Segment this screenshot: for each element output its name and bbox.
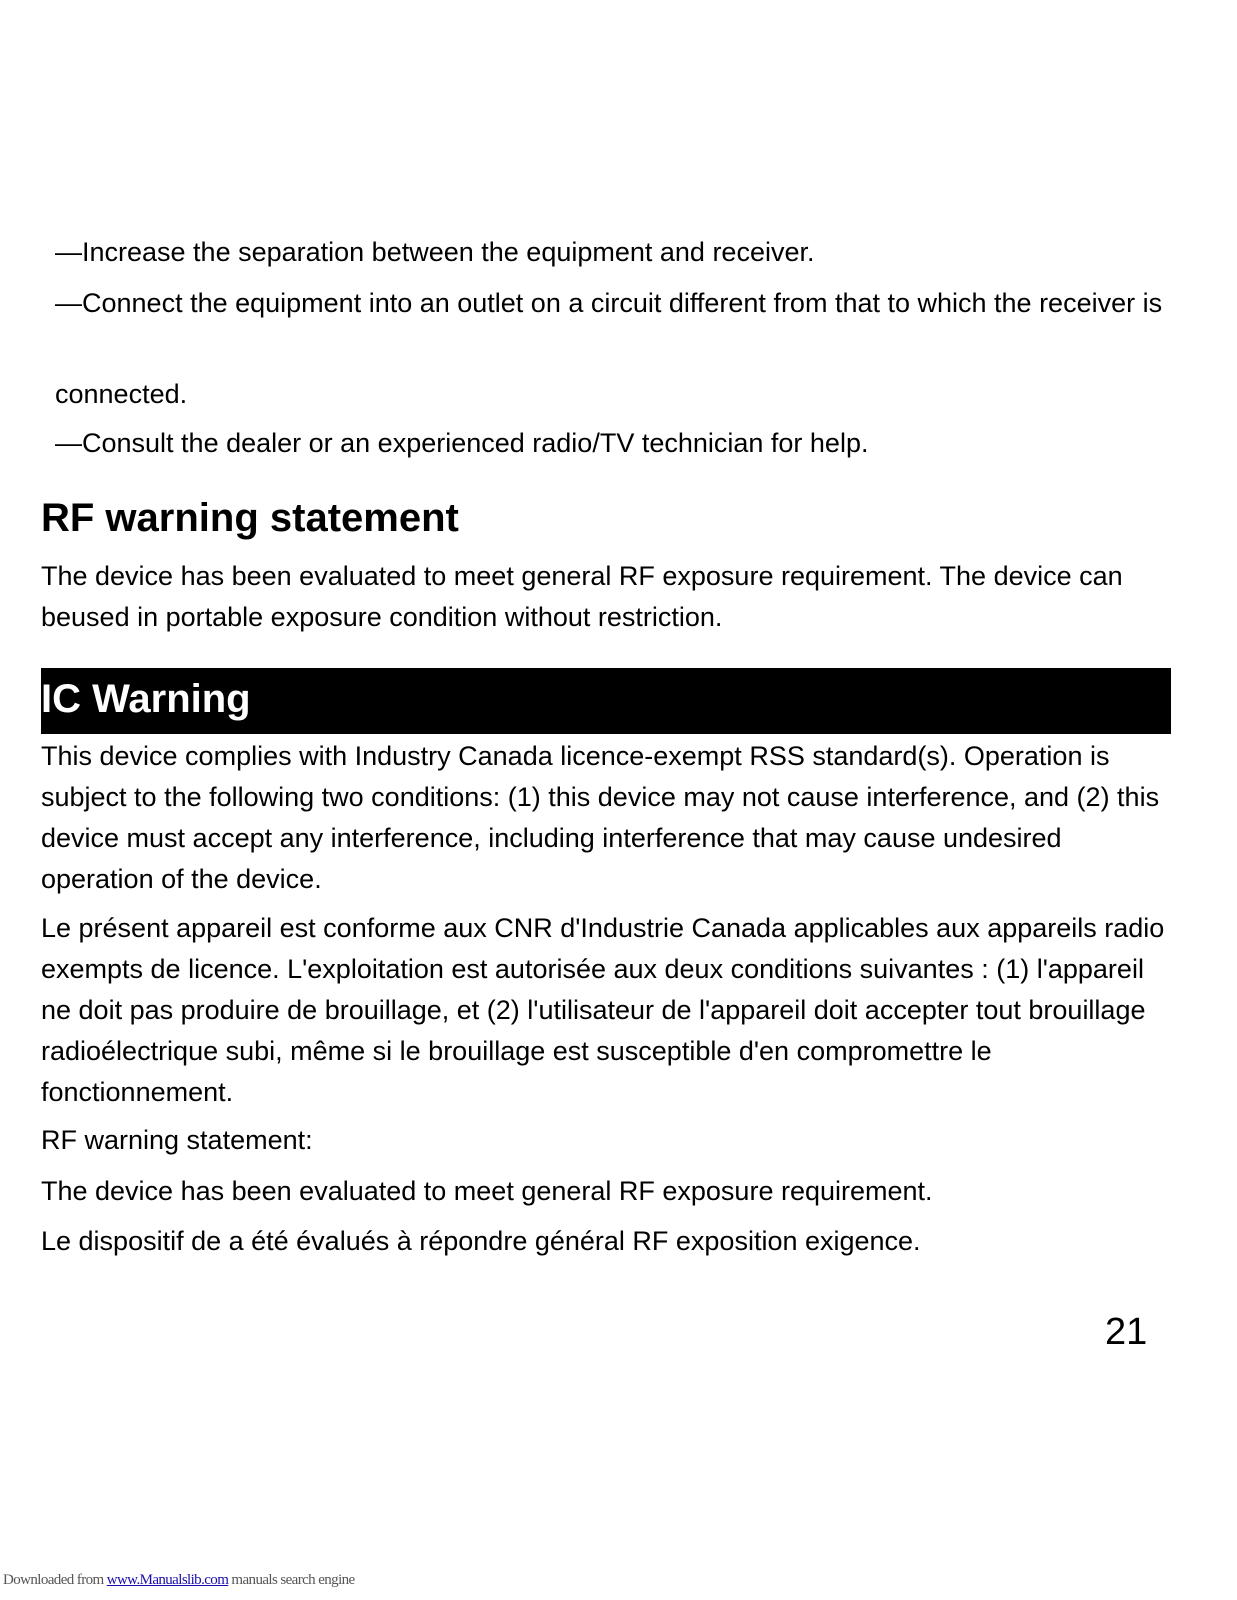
- download-footer: [3, 1571, 355, 1589]
- fcc-list-item-connected: connected.: [55, 379, 188, 409]
- ic-warning-french-paragraph: Le présent appareil est conforme aux CNR d'Industrie Canada applicables aux appareils radio exempts de licence. L'exploitation est autorisée aux deux conditions suivantes : (1) l'appareil ne doit pas produire de brouillage, et (2) l'utilisateur de l'appareil doit accepter tout brouillage radioélectrique subi, même si le brouillage est susceptible d'en compromettre le fonctionnement.: [41, 913, 1165, 1107]
- footer-suffix: manuals search engine: [228, 1572, 355, 1588]
- rf-warning-heading: RF warning statement: [41, 496, 459, 540]
- ic-warning-heading-bar: [41, 668, 1171, 734]
- fcc-list-item-increase-separation: —Increase the separation between the equipment and receiver.: [55, 237, 815, 267]
- ic-warning-english-block: [41, 736, 1181, 900]
- fcc-list-item-consult-dealer: —Consult the dealer or an experienced radio/TV technician for help.: [55, 428, 869, 458]
- rf-warning-body: [41, 556, 1181, 638]
- fcc-list-item-connect-outlet: —Connect the equipment into an outlet on a circuit different from that to which the receiver is: [55, 288, 1163, 318]
- ic-warning-english-paragraph: This device complies with Industry Canada licence-exempt RSS standard(s). Operation is subject to the following two conditions: (1) this device may not cause interference, and (2) this device must accept any interference, including interference that may cause undesired operation of the device.: [41, 741, 1160, 894]
- rf-warning-paragraph: The device has been evaluated to meet general RF exposure requirement. The device can beused in portable exposure condition without restriction.: [41, 561, 1123, 632]
- manualslib-link[interactable]: www.Manualslib.com: [106, 1572, 229, 1588]
- ic-warning-heading: IC Warning: [41, 677, 251, 721]
- page-number: 21: [1105, 1311, 1148, 1353]
- ic-rf-french-statement: Le dispositif de a été évalués à répondre général RF exposition exigence.: [41, 1226, 921, 1256]
- ic-warning-french-block: [41, 908, 1181, 1113]
- ic-rf-english-statement: The device has been evaluated to meet general RF exposure requirement.: [41, 1176, 933, 1206]
- footer-prefix: Downloaded from: [3, 1572, 107, 1588]
- ic-rf-warning-label: RF warning statement:: [41, 1125, 313, 1155]
